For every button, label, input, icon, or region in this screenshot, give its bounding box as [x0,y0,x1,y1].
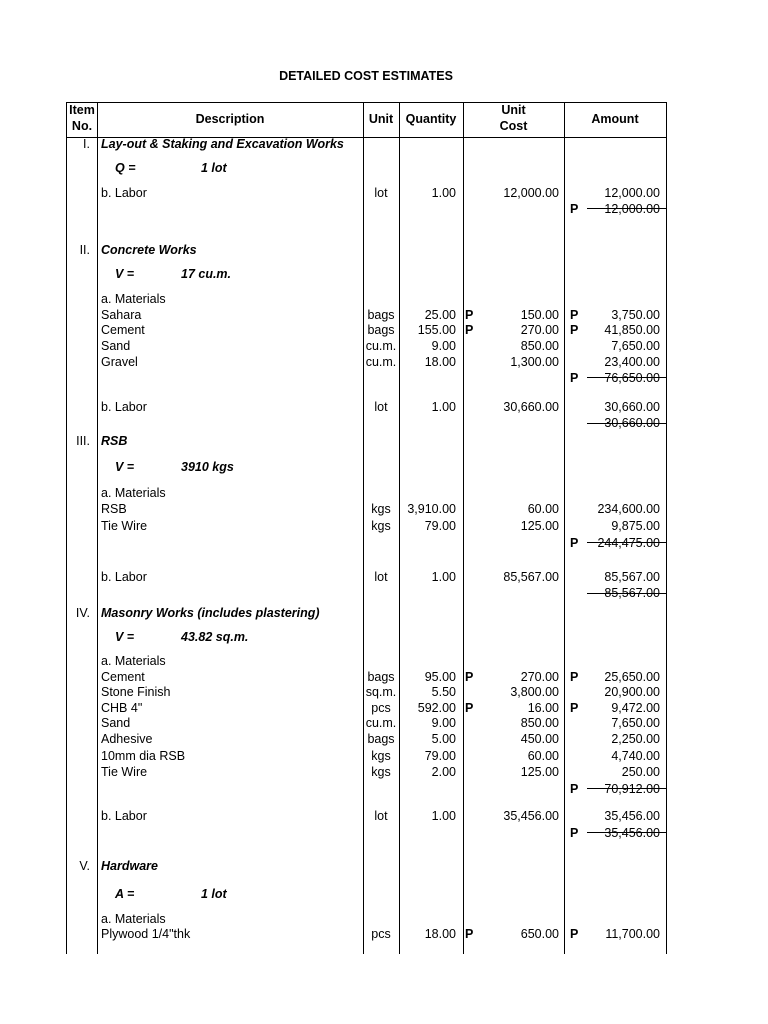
unit-cost-value: 125.00 [520,765,559,779]
unit-cost-value: 16.00 [527,701,559,715]
quantity-value: 18.00 [424,355,456,369]
amount-value: 3,750.00 [611,308,660,322]
peso-sign: P [465,701,474,715]
quantity-value: 95.00 [424,670,456,684]
quantity-value: 5.50 [431,685,456,699]
amount-value: 35,456.00 [604,826,660,840]
variable-label: A = [115,887,135,901]
item-number: III. [76,434,90,448]
description-text: CHB 4" [101,701,143,715]
description-text: b. Labor [101,570,147,584]
peso-sign: P [570,371,579,385]
header-unit: Unit [368,112,394,126]
quantity-value: 79.00 [424,519,456,533]
header-unit-cost-line1: Unit [501,103,526,117]
amount-value: 76,650.00 [604,371,660,385]
peso-sign: P [570,670,579,684]
variable-value: 17 cu.m. [181,267,232,281]
unit-value: bags [367,732,395,746]
unit-value: kgs [371,765,391,779]
description-text: Sand [101,716,131,730]
amount-value: 30,660.00 [604,416,660,430]
amount-value: 85,567.00 [604,586,660,600]
header-amount: Amount [591,112,639,126]
unit-value: lot [374,570,388,584]
description-text: Lay-out & Staking and Excavation Works [101,137,344,151]
unit-value: kgs [371,502,391,516]
description-text: Stone Finish [101,685,171,699]
amount-value: 11,700.00 [605,927,660,941]
description-text: Plywood 1/4"thk [101,927,191,941]
peso-sign: P [570,323,579,337]
unit-value: lot [374,400,388,414]
amount-value: 85,567.00 [604,570,660,584]
unit-cost-value: 150.00 [520,308,559,322]
peso-sign: P [465,927,474,941]
variable-label: V = [115,460,135,474]
unit-value: cu.m. [365,355,397,369]
variable-value: 1 lot [201,887,227,901]
description-text: a. Materials [101,486,166,500]
description-text: a. Materials [101,292,166,306]
variable-value: 43.82 sq.m. [181,630,249,644]
unit-cost-value: 125.00 [520,519,559,533]
description-text: Tie Wire [101,519,148,533]
amount-value: 9,472.00 [611,701,660,715]
quantity-value: 155.00 [417,323,456,337]
unit-value: bags [367,670,395,684]
unit-cost-value: 12,000.00 [503,186,559,200]
description-text: Masonry Works (includes plastering) [101,606,320,620]
amount-value: 9,875.00 [611,519,660,533]
unit-value: kgs [371,749,391,763]
unit-cost-value: 60.00 [527,749,559,763]
item-number: II. [79,243,90,257]
description-text: Cement [101,670,145,684]
amount-value: 23,400.00 [604,355,660,369]
table-top-border [66,102,667,103]
unit-cost-value: 850.00 [520,339,559,353]
amount-value: 7,650.00 [611,339,660,353]
quantity-value: 25.00 [424,308,456,322]
unit-value: pcs [371,927,391,941]
quantity-value: 1.00 [431,186,456,200]
col-border-left [66,102,67,954]
amount-value: 4,740.00 [611,749,660,763]
unit-value: cu.m. [365,339,397,353]
description-text: 10mm dia RSB [101,749,186,763]
unit-cost-value: 450.00 [520,732,559,746]
item-number: IV. [75,606,90,620]
unit-value: sq.m. [365,685,397,699]
amount-value: 250.00 [621,765,660,779]
header-unit-cost-line2: Cost [499,119,528,133]
col-border-unit-cost [564,102,565,954]
description-text: b. Labor [101,186,147,200]
description-text: b. Labor [101,809,147,823]
header-item-no-line2: No. [71,119,93,133]
quantity-value: 1.00 [431,570,456,584]
peso-sign: P [570,308,579,322]
unit-value: cu.m. [365,716,397,730]
description-text: RSB [101,502,127,516]
unit-value: lot [374,186,388,200]
quantity-value: 9.00 [431,339,456,353]
unit-value: bags [367,308,395,322]
description-text: Concrete Works [101,243,197,257]
variable-label: V = [115,267,135,281]
document-title: DETAILED COST ESTIMATES [279,69,453,83]
unit-cost-value: 270.00 [520,670,559,684]
unit-value: lot [374,809,388,823]
description-text: b. Labor [101,400,147,414]
col-border-quantity [463,102,464,954]
header-item-no-line1: Item [69,103,95,117]
item-number: I. [83,137,90,151]
unit-cost-value: 3,800.00 [510,685,559,699]
description-text: Gravel [101,355,138,369]
peso-sign: P [465,308,474,322]
unit-value: bags [367,323,395,337]
unit-cost-value: 1,300.00 [510,355,559,369]
peso-sign: P [570,782,579,796]
amount-value: 12,000.00 [604,202,660,216]
unit-cost-value: 85,567.00 [503,570,559,584]
peso-sign: P [570,826,579,840]
unit-value: kgs [371,519,391,533]
amount-value: 234,600.00 [597,502,660,516]
peso-sign: P [465,323,474,337]
col-border-item [97,102,98,954]
variable-label: Q = [115,161,136,175]
quantity-value: 18.00 [424,927,456,941]
unit-cost-value: 270.00 [520,323,559,337]
quantity-value: 3,910.00 [407,502,456,516]
quantity-value: 2.00 [431,765,456,779]
unit-cost-value: 650.00 [520,927,559,941]
header-description: Description [195,112,265,126]
description-text: RSB [101,434,128,448]
amount-value: 12,000.00 [604,186,660,200]
quantity-value: 1.00 [431,400,456,414]
amount-value: 2,250.00 [611,732,660,746]
variable-label: V = [115,630,135,644]
quantity-value: 592.00 [417,701,456,715]
amount-value: 35,456.00 [604,809,660,823]
amount-value: 30,660.00 [604,400,660,414]
amount-value: 25,650.00 [604,670,660,684]
description-text: a. Materials [101,654,166,668]
peso-sign: P [570,701,579,715]
item-number: V. [79,859,90,873]
description-text: Sand [101,339,131,353]
unit-cost-value: 850.00 [520,716,559,730]
variable-value: 3910 kgs [181,460,234,474]
unit-value: pcs [371,701,391,715]
description-text: Tie Wire [101,765,148,779]
quantity-value: 1.00 [431,809,456,823]
peso-sign: P [570,927,579,941]
variable-value: 1 lot [201,161,227,175]
quantity-value: 79.00 [424,749,456,763]
amount-value: 244,475.00 [597,536,660,550]
peso-sign: P [465,670,474,684]
description-text: Hardware [101,859,158,873]
amount-value: 20,900.00 [604,685,660,699]
amount-value: 41,850.00 [604,323,660,337]
header-quantity: Quantity [405,112,457,126]
unit-cost-value: 30,660.00 [503,400,559,414]
col-border-right [666,102,667,954]
unit-cost-value: 60.00 [527,502,559,516]
description-text: Sahara [101,308,142,322]
description-text: Cement [101,323,145,337]
description-text: a. Materials [101,912,166,926]
unit-cost-value: 35,456.00 [503,809,559,823]
quantity-value: 9.00 [431,716,456,730]
peso-sign: P [570,202,579,216]
description-text: Adhesive [101,732,153,746]
peso-sign: P [570,536,579,550]
quantity-value: 5.00 [431,732,456,746]
amount-value: 70,912.00 [604,782,660,796]
amount-value: 7,650.00 [611,716,660,730]
